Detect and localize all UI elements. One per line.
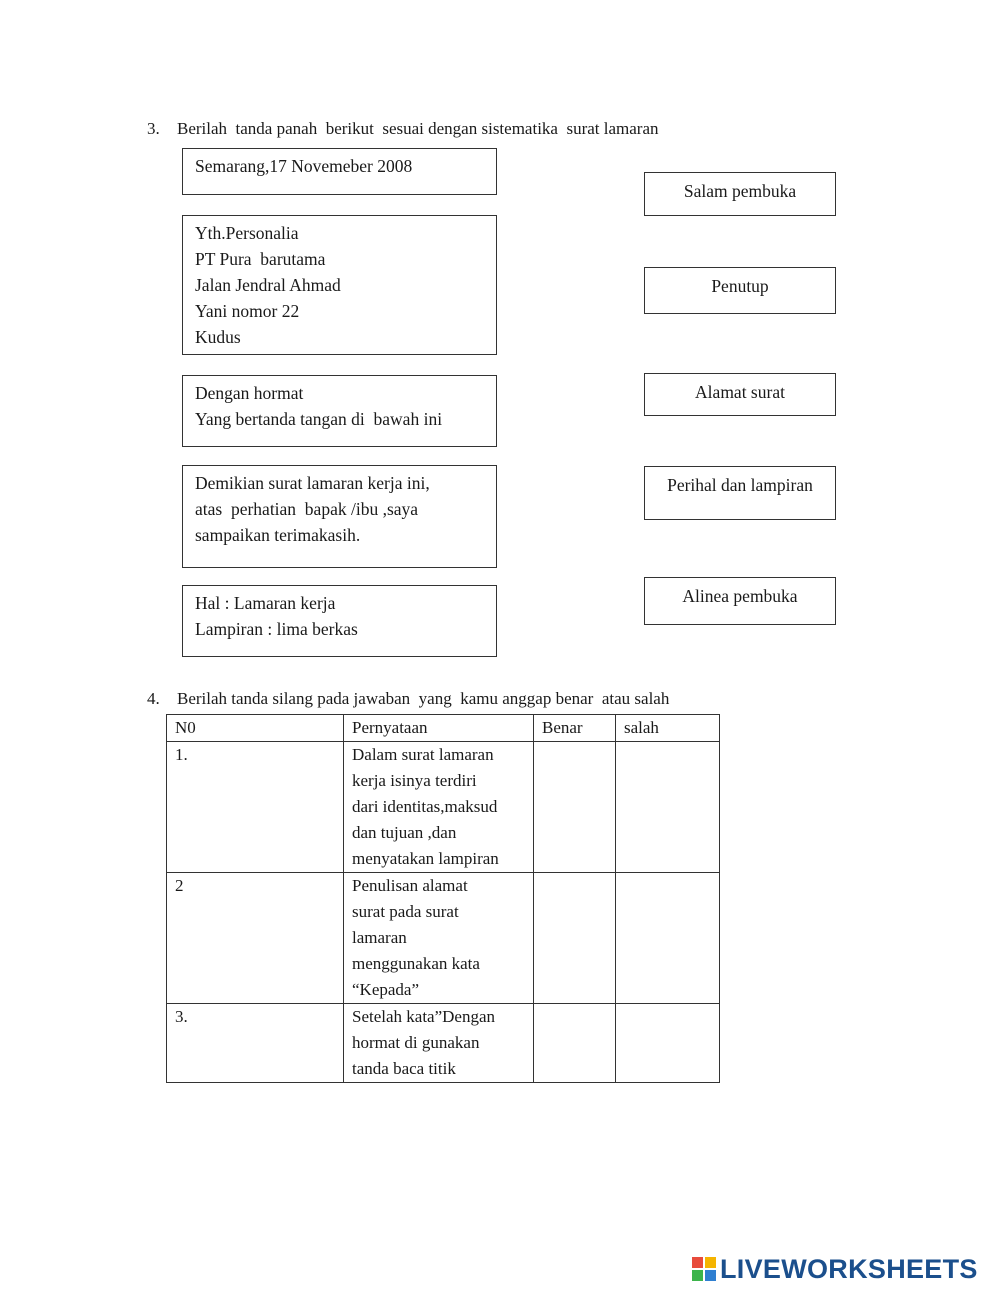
- logo-square-blue: [705, 1270, 716, 1281]
- statement-line: kerja isinya terdiri: [352, 771, 477, 790]
- liveworksheets-logo-icon: [692, 1257, 716, 1281]
- statement-cell: [344, 1004, 534, 1083]
- logo-square-yellow: [705, 1257, 716, 1268]
- logo-square-red: [692, 1257, 703, 1268]
- box-line: Jalan Jendral Ahmad: [195, 275, 341, 295]
- box-line: Lampiran : lima berkas: [195, 619, 358, 639]
- target-penutup[interactable]: Penutup: [644, 267, 836, 314]
- question-4-text: Berilah tanda silang pada jawaban yang kamu anggap benar atau salah: [177, 689, 670, 708]
- question-3-number: 3.: [147, 119, 160, 138]
- box-line: Hal : Lamaran kerja: [195, 593, 336, 613]
- box-line: atas perhatian bapak /ibu ,saya: [195, 499, 419, 519]
- table-row: [167, 742, 720, 873]
- question-3-text: Berilah tanda panah berikut sesuai dengan sistematika surat lamaran: [177, 119, 659, 138]
- question-4-number: 4.: [147, 689, 160, 708]
- box-line: Kudus: [195, 327, 241, 347]
- statement-line: dari identitas,maksud: [352, 797, 498, 816]
- statement-cell: [344, 873, 534, 1004]
- salah-answer-cell[interactable]: [616, 873, 720, 1004]
- box-line: Demikian surat lamaran kerja ini,: [195, 473, 430, 493]
- target-alinea-pembuka[interactable]: Alinea pembuka: [644, 577, 836, 625]
- statement-line: surat pada surat: [352, 902, 459, 921]
- logo-square-green: [692, 1270, 703, 1281]
- letter-part-closing[interactable]: [182, 465, 497, 568]
- salah-answer-cell[interactable]: [616, 742, 720, 873]
- statement-cell: [344, 742, 534, 873]
- brand-name: LIVEWORKSHEETS: [720, 1253, 978, 1284]
- target-perihal-lampiran[interactable]: Perihal dan lampiran: [644, 466, 836, 520]
- box-line: sampaikan terimakasih.: [195, 525, 361, 545]
- table-row: [167, 873, 720, 1004]
- salah-answer-cell[interactable]: [616, 1004, 720, 1083]
- statement-line: Penulisan alamat: [352, 876, 468, 895]
- box-line: Dengan hormat: [195, 383, 304, 403]
- statement-line: dan tujuan ,dan: [352, 823, 457, 842]
- header-pernyataan: Pernyataan: [344, 715, 534, 742]
- box-line: Yang bertanda tangan di bawah ini: [195, 409, 443, 429]
- letter-part-address[interactable]: [182, 215, 497, 355]
- statement-line: Dalam surat lamaran: [352, 745, 494, 764]
- box-line: Semarang,17 Novemeber 2008: [195, 156, 413, 176]
- header-salah: salah: [616, 715, 720, 742]
- benar-answer-cell[interactable]: [534, 742, 616, 873]
- box-line: Yth.Personalia: [195, 223, 299, 243]
- target-salam-pembuka[interactable]: Salam pembuka: [644, 172, 836, 216]
- row-number: 1.: [167, 742, 344, 873]
- header-no: N0: [167, 715, 344, 742]
- statement-line: “Kepada”: [352, 980, 420, 999]
- statement-line: tanda baca titik: [352, 1059, 456, 1078]
- box-line: PT Pura barutama: [195, 249, 326, 269]
- table-header-row: [167, 715, 720, 742]
- statement-line: menyatakan lampiran: [352, 849, 499, 868]
- row-number: 3.: [167, 1004, 344, 1083]
- benar-answer-cell[interactable]: [534, 1004, 616, 1083]
- statement-line: Setelah kata”Dengan: [352, 1007, 496, 1026]
- statement-line: lamaran: [352, 928, 407, 947]
- true-false-table: [166, 714, 720, 1083]
- box-line: Yani nomor 22: [195, 301, 300, 321]
- statement-line: menggunakan kata: [352, 954, 480, 973]
- row-number: 2: [167, 873, 344, 1004]
- liveworksheets-logo[interactable]: [692, 1254, 978, 1284]
- letter-part-subject[interactable]: [182, 585, 497, 657]
- target-alamat-surat[interactable]: Alamat surat: [644, 373, 836, 416]
- benar-answer-cell[interactable]: [534, 873, 616, 1004]
- letter-part-opening[interactable]: [182, 375, 497, 447]
- statement-line: hormat di gunakan: [352, 1033, 480, 1052]
- header-benar: Benar: [534, 715, 616, 742]
- table-row: [167, 1004, 720, 1083]
- letter-part-date[interactable]: [182, 148, 497, 195]
